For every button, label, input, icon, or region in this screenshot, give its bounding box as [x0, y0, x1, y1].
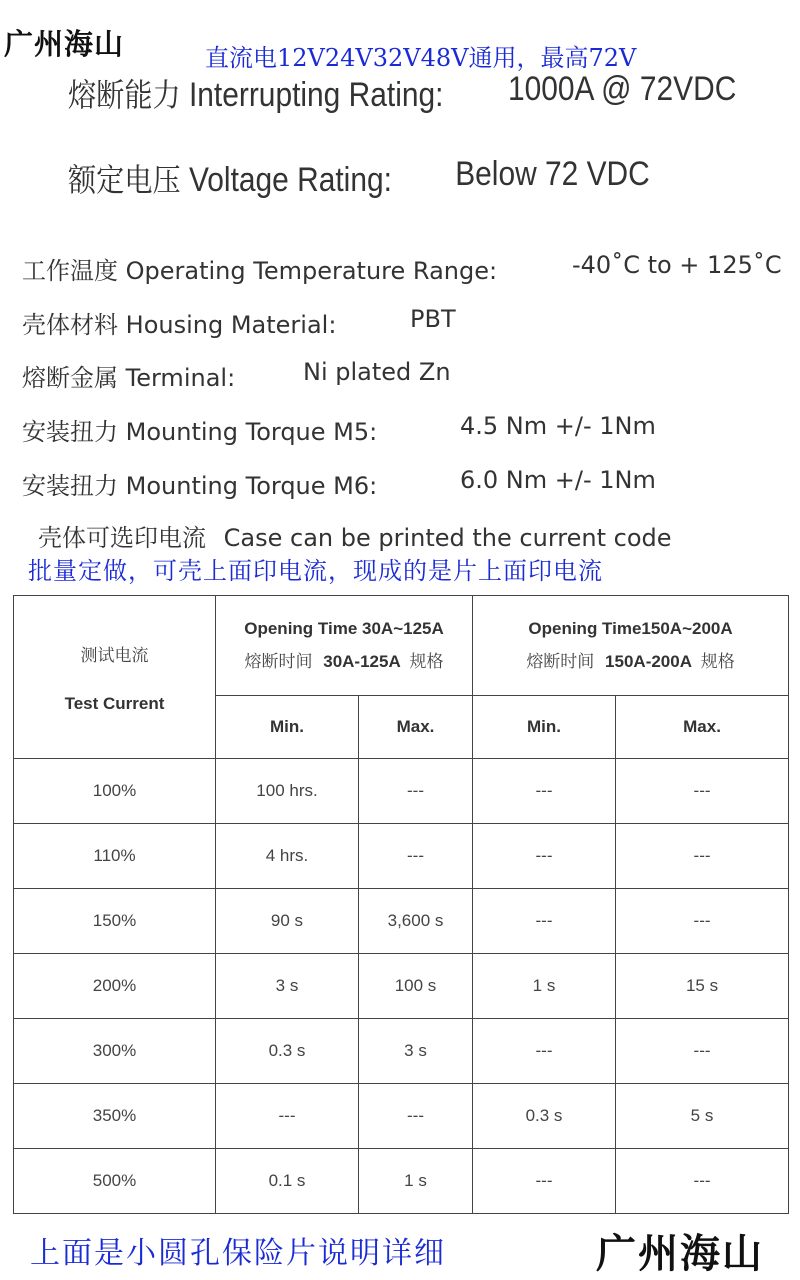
opening-time-table	[13, 595, 789, 1214]
group1-subtitle-cn: 熔断时间	[244, 652, 313, 671]
spec-row-terminal	[22, 358, 451, 393]
group2-subtitle-range: 150A-200A	[605, 652, 692, 671]
spec-label-cn: 壳体材料	[22, 311, 118, 339]
table-cell: ---	[359, 759, 473, 824]
group1-subtitle-suffix: 规格	[409, 652, 444, 671]
table-cell: ---	[616, 889, 789, 954]
batch-note: 批量定做，可壳上面印电流，现成的是片上面印电流	[28, 557, 603, 585]
case-note-cn: 壳体可选印电流	[38, 524, 206, 552]
table-cell: 90 s	[216, 889, 359, 954]
table-row	[14, 1149, 789, 1214]
interrupting-value: 1000A @ 72VDC	[508, 70, 737, 108]
table-cell: 4 hrs.	[216, 824, 359, 889]
spec-label-cn: 安装扭力	[22, 472, 118, 500]
spec-label-cn: 工作温度	[22, 257, 118, 285]
brand-title: 广州海山	[4, 27, 125, 61]
interrupting-label-en: Interrupting Rating:	[188, 76, 444, 114]
spec-label-en: Mounting Torque M6:	[125, 472, 378, 500]
table-cell: ---	[616, 1019, 789, 1084]
table-row	[14, 759, 789, 824]
table-cell: 3 s	[216, 954, 359, 1019]
table-cell: 0.3 s	[216, 1019, 359, 1084]
table-cell: 500%	[14, 1149, 216, 1214]
spec-row-torque-m6	[22, 466, 656, 501]
case-note-en: Case can be printed the current code	[223, 524, 672, 552]
table-cell: 1 s	[473, 954, 616, 1019]
table-cell: 300%	[14, 1019, 216, 1084]
table-row	[14, 889, 789, 954]
voltage-label-cn: 额定电压	[68, 161, 181, 199]
test-current-en: Test Current	[64, 693, 165, 713]
table-row	[14, 954, 789, 1019]
table-cell: ---	[359, 824, 473, 889]
interrupting-rating-row	[68, 70, 737, 116]
footer-note: 上面是小圆孔保险片说明详细	[30, 1236, 446, 1271]
table-cell: 0.1 s	[216, 1149, 359, 1214]
group1-title: Opening Time 30A~125A	[244, 619, 444, 638]
group1-min-header: Min.	[216, 696, 359, 759]
voltage-value: Below 72 VDC	[455, 155, 650, 193]
table-cell: ---	[473, 1019, 616, 1084]
table-cell: ---	[473, 889, 616, 954]
voltage-rating-row	[68, 155, 650, 201]
group1-subtitle	[216, 647, 472, 672]
table-cell: ---	[473, 824, 616, 889]
table-cell: 110%	[14, 824, 216, 889]
test-current-header	[14, 596, 216, 759]
spec-row-temperature	[22, 251, 782, 286]
table-cell: ---	[616, 824, 789, 889]
spec-value: 6.0 Nm +/- 1Nm	[460, 466, 656, 494]
spec-label-cn: 安装扭力	[22, 418, 118, 446]
table-cell: 350%	[14, 1084, 216, 1149]
group1-header	[216, 596, 473, 696]
spec-row-housing	[22, 305, 456, 340]
table-cell: 3 s	[359, 1019, 473, 1084]
interrupting-label-cn: 熔断能力	[68, 76, 181, 114]
spec-label-en: Mounting Torque M5:	[125, 418, 378, 446]
spec-label-en: Housing Material:	[125, 311, 337, 339]
group2-max-header: Max.	[616, 696, 789, 759]
group2-title: Opening Time150A~200A	[528, 619, 733, 638]
spec-value: PBT	[410, 305, 456, 333]
table-cell: 3,600 s	[359, 889, 473, 954]
table-header-row	[14, 596, 789, 696]
group2-subtitle	[473, 647, 788, 672]
group1-max-header: Max.	[359, 696, 473, 759]
table-cell: ---	[216, 1084, 359, 1149]
table-cell: 100 s	[359, 954, 473, 1019]
table-cell: 15 s	[616, 954, 789, 1019]
table-cell: ---	[616, 759, 789, 824]
voltage-label-en: Voltage Rating:	[188, 161, 392, 199]
table-cell: 100%	[14, 759, 216, 824]
table-row	[14, 1019, 789, 1084]
table-cell: 150%	[14, 889, 216, 954]
table-cell: 100 hrs.	[216, 759, 359, 824]
table-cell: 1 s	[359, 1149, 473, 1214]
spec-label-en: Operating Temperature Range:	[125, 257, 498, 285]
table-cell: ---	[473, 759, 616, 824]
group2-header	[473, 596, 789, 696]
brand-footer: 广州海山	[596, 1231, 764, 1277]
spec-value: -40˚C to + 125˚C	[572, 251, 782, 279]
test-current-cn: 测试电流	[80, 645, 149, 665]
table-cell: 200%	[14, 954, 216, 1019]
group2-min-header: Min.	[473, 696, 616, 759]
table-cell: ---	[616, 1149, 789, 1214]
spec-row-torque-m5	[22, 412, 656, 447]
table-row	[14, 1084, 789, 1149]
spec-label-cn: 熔断金属	[22, 364, 118, 392]
table-row	[14, 824, 789, 889]
spec-value: 4.5 Nm +/- 1Nm	[460, 412, 656, 440]
spec-value: Ni plated Zn	[303, 358, 451, 386]
table-cell: 5 s	[616, 1084, 789, 1149]
table-cell: ---	[359, 1084, 473, 1149]
group2-subtitle-cn: 熔断时间	[526, 652, 595, 671]
case-print-note	[38, 518, 672, 553]
group2-subtitle-suffix: 规格	[700, 652, 735, 671]
table-cell: 0.3 s	[473, 1084, 616, 1149]
spec-label-en: Terminal:	[125, 364, 236, 392]
voltage-note: 直流电12V24V32V48V通用，最高72V	[205, 44, 637, 72]
table-cell: ---	[473, 1149, 616, 1214]
group1-subtitle-range: 30A-125A	[323, 652, 401, 671]
